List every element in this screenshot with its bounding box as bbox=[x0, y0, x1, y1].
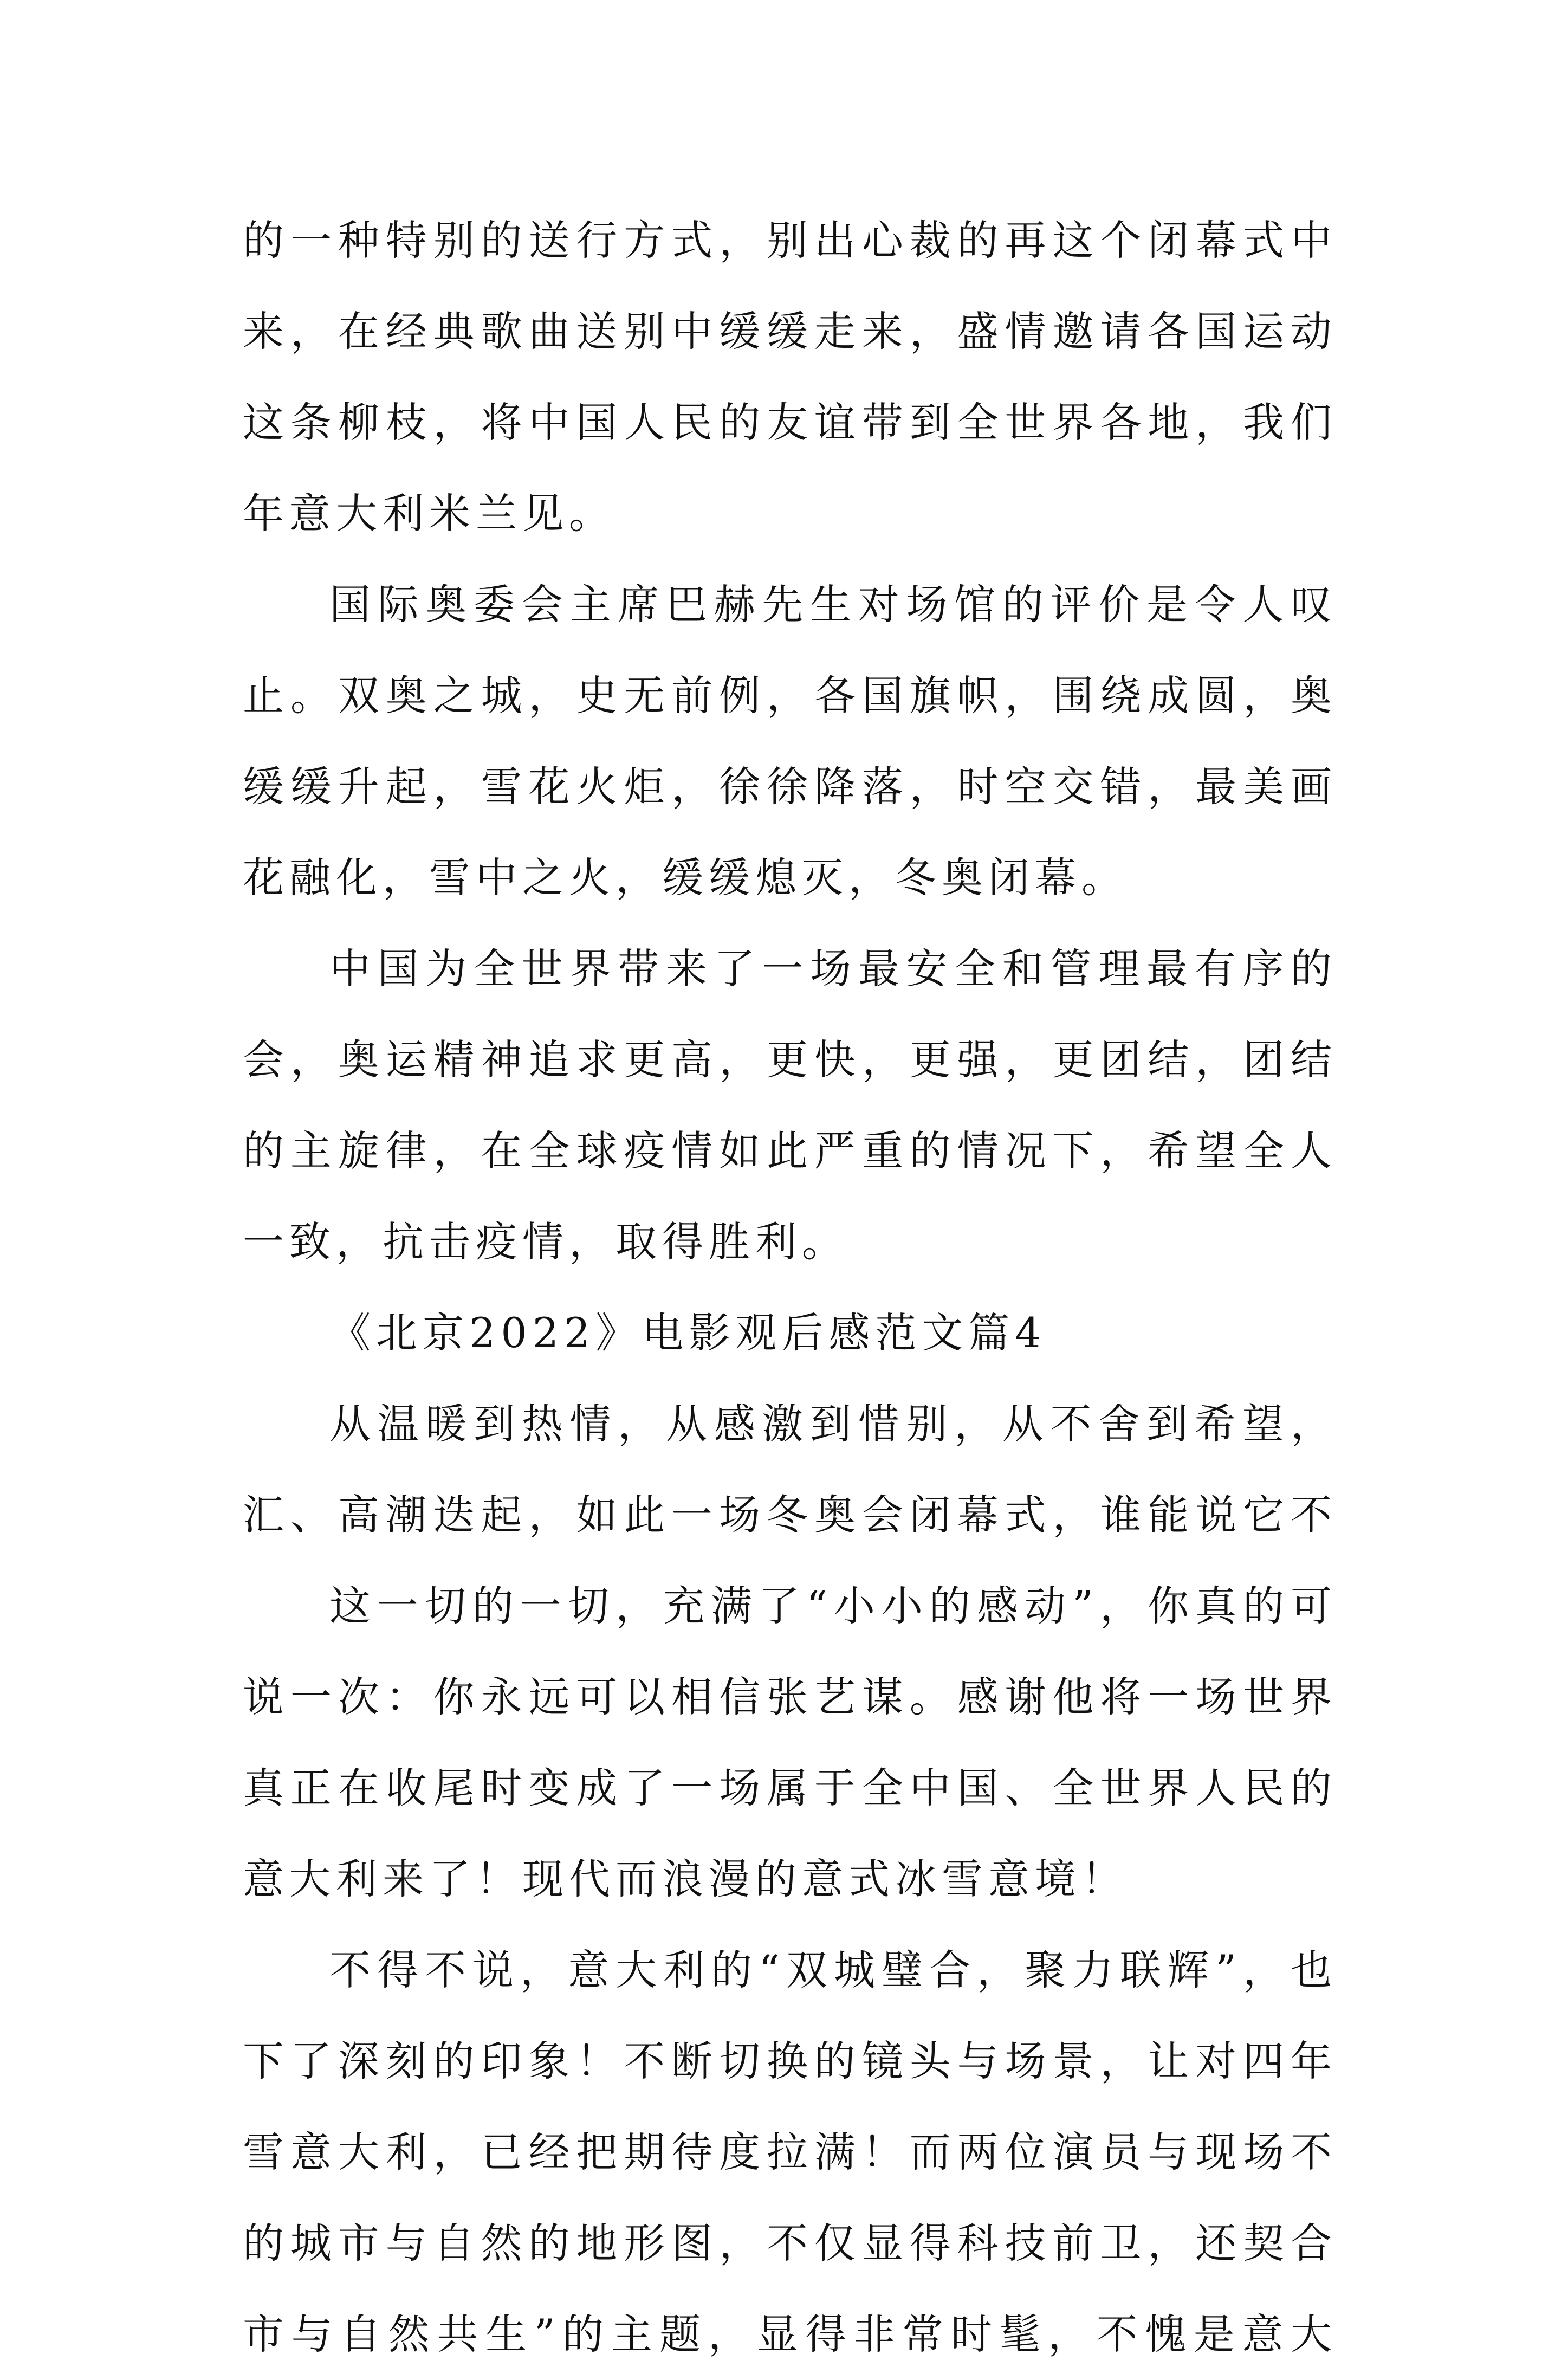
text-line: 会，奥运精神追求更高，更快，更强，更团结，团结 bbox=[243, 1036, 1337, 1084]
document-body bbox=[243, 195, 1337, 2380]
text-line: 说一次：你永远可以相信张艺谋。感谢他将一场世界 bbox=[243, 1673, 1337, 1721]
paragraph-start-line: 不得不说，意大利的“双城璧合，聚力联辉”，也 bbox=[329, 1946, 1337, 1994]
text-line: 止。双奥之城，史无前例，各国旗帜，围绕成圆，奥 bbox=[243, 671, 1337, 720]
paragraph-start-line: 国际奥委会主席巴赫先生对场馆的评价是令人叹 bbox=[329, 580, 1337, 629]
text-line: 缓缓升起，雪花火炬，徐徐降落，时空交错，最美画 bbox=[243, 762, 1337, 811]
section-heading: 《北京2022》电影观后感范文篇4 bbox=[329, 1309, 1047, 1357]
text-line: 下了深刻的印象！不断切换的镜头与场景，让对四年 bbox=[243, 2037, 1337, 2085]
paragraph-start-line: 中国为全世界带来了一场最安全和管理最有序的 bbox=[329, 945, 1337, 993]
text-line: 意大利来了！现代而浪漫的意式冰雪意境！ bbox=[243, 1855, 1128, 1903]
text-line: 的一种特别的送行方式，别出心裁的再这个闭幕式中 bbox=[243, 216, 1337, 264]
paragraph-start-line: 这一切的一切，充满了“小小的感动”，你真的可 bbox=[329, 1582, 1337, 1630]
text-line: 年意大利米兰见。 bbox=[243, 489, 615, 538]
text-line: 来，在经典歌曲送别中缓缓走来，盛情邀请各国运动 bbox=[243, 307, 1337, 355]
text-line: 雪意大利，已经把期待度拉满！而两位演员与现场不 bbox=[243, 2128, 1337, 2176]
text-line: 的主旋律，在全球疫情如此严重的情况下，希望全人 bbox=[243, 1127, 1337, 1175]
paragraph-start-line: 从温暖到热情，从感激到惜别，从不舍到希望， bbox=[329, 1400, 1337, 1448]
text-line: 的城市与自然的地形图，不仅显得科技前卫，还契合 bbox=[243, 2219, 1337, 2267]
text-line: 这条柳枝，将中国人民的友谊带到全世界各地，我们 bbox=[243, 398, 1337, 447]
text-line: 真正在收尾时变成了一场属于全中国、全世界人民的 bbox=[243, 1764, 1337, 1812]
text-line: 花融化，雪中之火，缓缓熄灭，冬奥闭幕。 bbox=[243, 853, 1128, 902]
text-line: 一致，抗击疫情，取得胜利。 bbox=[243, 1218, 848, 1266]
text-line: 汇、高潮迭起，如此一场冬奥会闭幕式，谁能说它不 bbox=[243, 1491, 1337, 1539]
text-line: 市与自然共生”的主题，显得非常时髦，不愧是意大 bbox=[243, 2310, 1337, 2358]
